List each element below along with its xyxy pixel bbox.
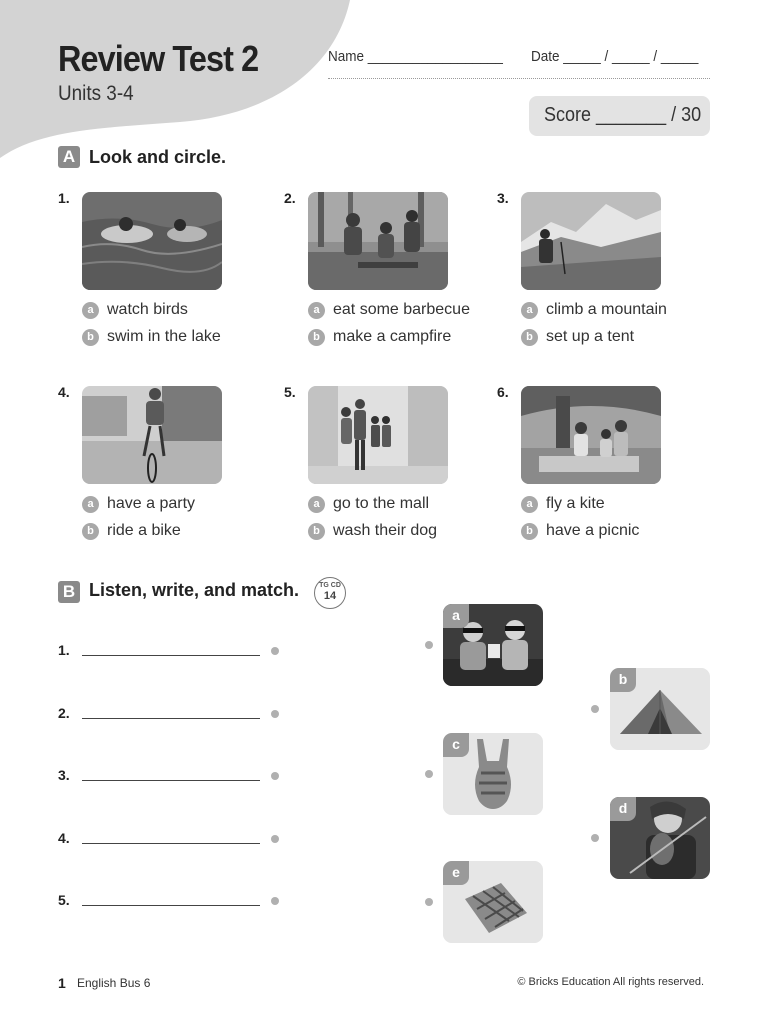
copyright: © Bricks Education All rights reserved. [517,976,704,988]
item-number: 5. [284,384,296,400]
write-number: 5. [58,892,70,908]
match-dot[interactable] [425,641,433,649]
card-letter: a [443,604,469,628]
option-b-text[interactable]: have a picnic [546,522,640,539]
item-number: 3. [497,190,509,206]
cd-label: TG CD [319,582,341,589]
name-field[interactable]: Name __________________ [328,48,503,65]
match-dot[interactable] [591,834,599,842]
match-dot[interactable] [271,710,279,718]
corner-swoosh [0,0,360,160]
section-b-badge: B [58,581,80,603]
item-number: 4. [58,384,70,400]
picnic-photo [521,386,661,484]
option-a-text[interactable]: eat some barbecue [333,301,470,318]
write-line[interactable] [82,655,260,656]
match-dot[interactable] [425,898,433,906]
cd-track-number: 14 [323,590,337,602]
item-number: 1. [58,190,70,206]
write-line[interactable] [82,780,260,781]
option-b-marker[interactable]: b [308,523,325,540]
blanket-photo [443,861,543,943]
option-b-text[interactable]: wash their dog [333,522,438,539]
option-a-marker[interactable]: a [82,302,99,319]
page-title: Review Test 2 [58,38,259,79]
option-a-marker[interactable]: a [521,496,538,513]
swimming-photo [82,192,222,290]
movie-goers-photo [443,604,543,686]
write-number: 1. [58,642,70,658]
option-a-marker[interactable]: a [82,496,99,513]
page-number: 1 [58,975,66,991]
option-a-marker[interactable]: a [521,302,538,319]
match-dot[interactable] [271,647,279,655]
item-number: 6. [497,384,509,400]
score-field[interactable]: Score _______ / 30 [544,104,702,126]
match-dot[interactable] [271,772,279,780]
card-letter: e [443,861,469,885]
option-a-text[interactable]: fly a kite [546,495,605,512]
bike-photo [82,386,222,484]
option-a-text[interactable]: go to the mall [333,495,430,512]
cd-track-badge [314,577,346,609]
option-b-marker[interactable]: b [82,523,99,540]
card-letter: d [610,797,636,821]
swimsuit-photo [443,733,543,815]
match-dot[interactable] [591,705,599,713]
violin-photo [610,797,710,879]
write-line[interactable] [82,905,260,906]
match-dot[interactable] [425,770,433,778]
option-b-text[interactable]: swim in the lake [107,328,221,345]
item-number: 2. [284,190,296,206]
write-line[interactable] [82,718,260,719]
write-number: 3. [58,767,70,783]
option-b-marker[interactable]: b [521,329,538,346]
match-dot[interactable] [271,835,279,843]
write-line[interactable] [82,843,260,844]
option-b-text[interactable]: ride a bike [107,522,181,539]
page-subtitle: Units 3-4 [58,82,134,105]
header-divider [328,78,710,79]
score-box [529,96,710,136]
write-number: 2. [58,705,70,721]
option-b-text[interactable]: set up a tent [546,328,635,345]
option-a-text[interactable]: watch birds [107,301,188,318]
option-a-text[interactable]: have a party [107,495,196,512]
option-a-text[interactable]: climb a mountain [546,301,667,318]
option-a-marker[interactable]: a [308,496,325,513]
write-number: 4. [58,830,70,846]
card-letter: b [610,668,636,692]
option-b-text[interactable]: make a campfire [333,328,452,345]
mall-photo [308,386,448,484]
option-b-marker[interactable]: b [82,329,99,346]
option-b-marker[interactable]: b [308,329,325,346]
date-field[interactable]: Date _____ / _____ / _____ [531,48,699,65]
match-dot[interactable] [271,897,279,905]
card-letter: c [443,733,469,757]
section-a-title: Look and circle. [89,147,227,167]
section-a-badge: A [58,146,80,168]
book-title: English Bus 6 [77,976,151,990]
option-b-marker[interactable]: b [521,523,538,540]
campfire-photo [308,192,448,290]
tent-photo [610,668,710,750]
section-b-title: Listen, write, and match. [89,580,300,600]
option-a-marker[interactable]: a [308,302,325,319]
mountain-photo [521,192,661,290]
